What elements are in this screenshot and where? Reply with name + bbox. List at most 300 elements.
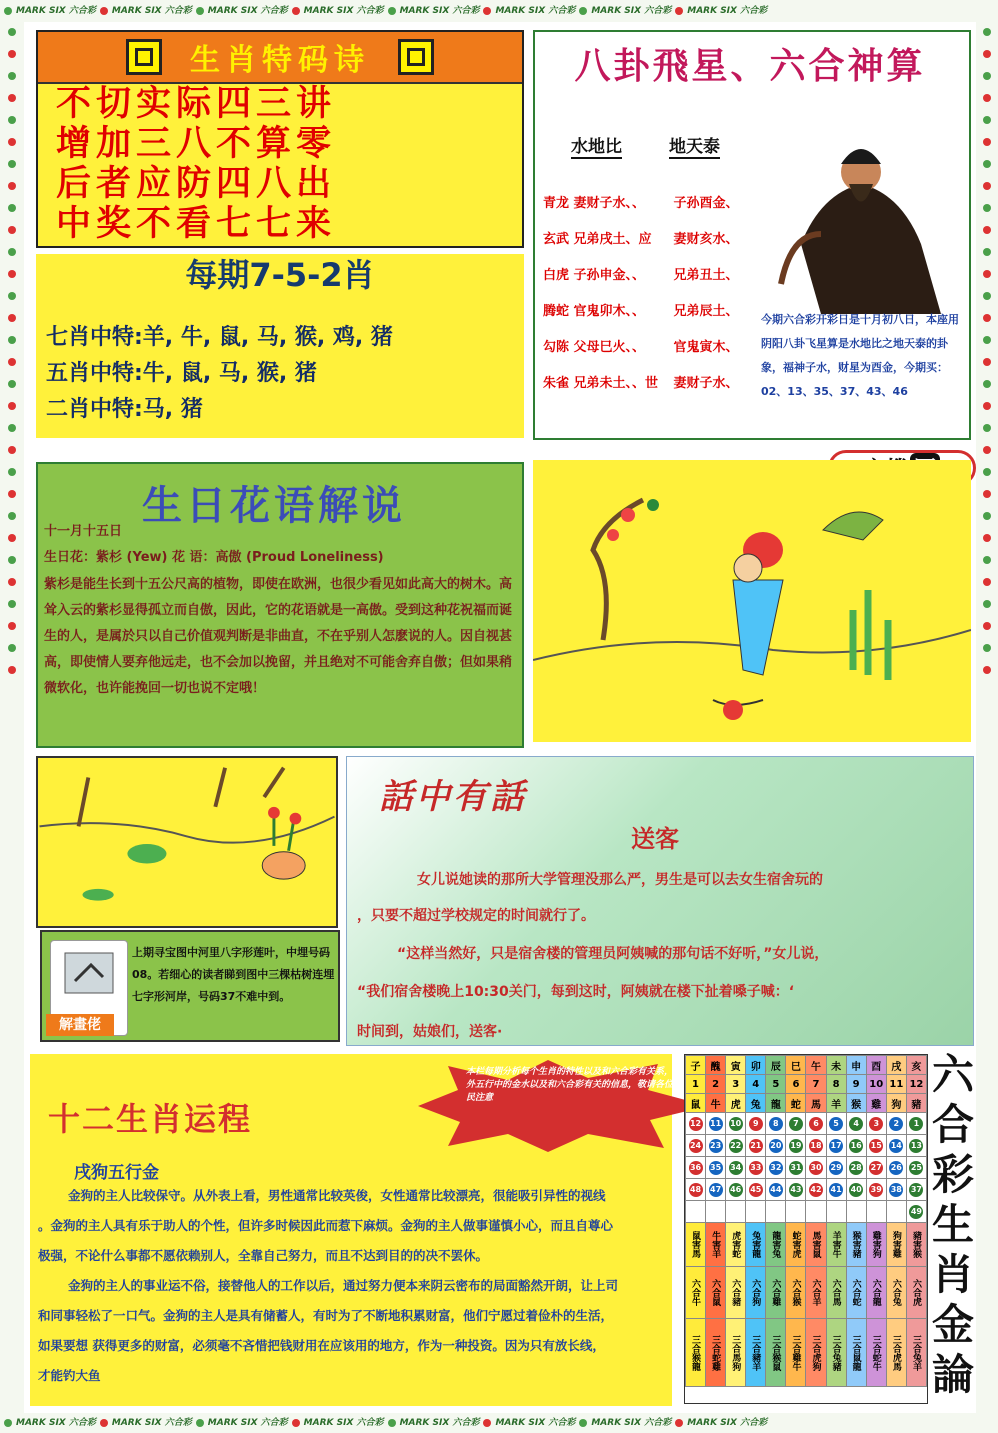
brand-cn: 六合彩 (452, 6, 480, 16)
line-a: 父母巳火、、 (573, 340, 646, 355)
title-char: 金 (931, 1300, 974, 1349)
table-cell (686, 1135, 706, 1157)
table-cell (886, 1135, 906, 1157)
brand-en: MARK SIX (207, 6, 258, 16)
table-cell (846, 1179, 866, 1201)
table-cell (806, 1157, 826, 1179)
story-title: 送客 (631, 825, 679, 853)
table-cell (866, 1135, 886, 1157)
table-cell (826, 1135, 846, 1157)
table-cell: 三合虎狗 (806, 1319, 826, 1387)
border-dot (983, 446, 991, 454)
table-cell (766, 1179, 786, 1201)
number-ball: 2 (889, 1117, 903, 1131)
number-ball: 46 (729, 1183, 743, 1197)
table-cell (746, 1201, 766, 1223)
flower-subtitle: 生日花：紫杉 (Yew) 花 语：高傲 (Proud Loneliness) (44, 550, 384, 565)
table-cell (906, 1201, 926, 1223)
table-cell (886, 1113, 906, 1135)
table-cell: 8 (826, 1075, 846, 1094)
table-cell (786, 1135, 806, 1157)
border-dot (983, 468, 991, 476)
panel-title: 八卦飛星、六合神算 (574, 45, 926, 87)
table-cell: 狗 (886, 1094, 906, 1113)
border-dot (8, 248, 16, 256)
border-dot (983, 50, 991, 58)
table-cell: 三合鼠龍 (846, 1319, 866, 1387)
brand-cn: 六合彩 (260, 6, 288, 16)
table-cell (706, 1201, 726, 1223)
number-ball: 1 (909, 1117, 923, 1131)
table-cell: 12 (906, 1075, 926, 1094)
hexagram-left: 水地比 (571, 132, 622, 159)
line-b: 妻财亥水、 (673, 232, 739, 247)
table-cell: 兔 (746, 1094, 766, 1113)
border-dot (983, 72, 991, 80)
brand-en: MARK SIX (303, 1418, 354, 1428)
pick-line: 五肖中特:牛, 鼠, 马, 猴, 猪 (46, 361, 317, 386)
border-dot (983, 270, 991, 278)
puzzle-text: 上期寻宝图中河里八字形莲叶，中埋号码08。若细心的读者睇到图中三棵枯树连埋七字形河岸，号码37不难中到。 (132, 946, 335, 1003)
table-cell: 三合雞牛 (786, 1319, 806, 1387)
line-b: 子孙酉金、 (673, 196, 739, 211)
number-ball: 19 (789, 1139, 803, 1153)
fortune-paragraph: 金狗的主人比较保守。从外表上看，男性通常比较英俊，女性通常比较漂亮，很能吸引异性的视线 (68, 1188, 606, 1203)
border-dot (8, 490, 16, 498)
border-dot (8, 468, 16, 476)
border-dot (983, 248, 991, 256)
poem-line: 后者应防四八出 (56, 163, 337, 204)
border-dot (8, 402, 16, 410)
number-ball: 29 (829, 1161, 843, 1175)
table-cell: 六合牛 (686, 1267, 706, 1319)
border-dot (983, 116, 991, 124)
story-paragraph: “我们宿舍楼晚上10:30关门，每到这时，阿姨就在楼下扯着嗓子喊：‘ (357, 984, 795, 1000)
line-a: 妻财子水、、 (573, 196, 646, 211)
border-pattern (0, 6, 767, 16)
table-cell (826, 1157, 846, 1179)
border-dot (983, 336, 991, 344)
number-ball: 17 (829, 1139, 843, 1153)
table-cell (866, 1113, 886, 1135)
brand-en: MARK SIX (303, 6, 354, 16)
number-ball: 38 (889, 1183, 903, 1197)
table-cell: 六合龍 (866, 1267, 886, 1319)
table-cell: 虎害蛇 (726, 1223, 746, 1267)
border-dot (8, 336, 16, 344)
brand-en: MARK SIX (399, 1418, 450, 1428)
poem-title: 生肖特码诗 (190, 43, 370, 78)
number-ball: 25 (909, 1161, 923, 1175)
brand-en: MARK SIX (399, 6, 450, 16)
number-ball: 18 (809, 1139, 823, 1153)
number-ball: 30 (809, 1161, 823, 1175)
table-cell (866, 1179, 886, 1201)
zodiac-fortune-panel (30, 1054, 683, 1406)
number-ball: 32 (769, 1161, 783, 1175)
table-cell (806, 1113, 826, 1135)
table-cell: 子 (686, 1056, 706, 1075)
number-ball: 43 (789, 1183, 803, 1197)
brand-en: MARK SIX (111, 1418, 162, 1428)
line-b: 兄弟辰土、 (673, 304, 739, 319)
number-ball: 27 (869, 1161, 883, 1175)
bagua-row (543, 300, 783, 319)
brand-en: MARK SIX (591, 1418, 642, 1428)
brand-cn: 六合彩 (740, 6, 768, 16)
god-label: 腾蛇 (543, 304, 570, 319)
table-cell: 六合虎 (906, 1267, 926, 1319)
table-cell: 兔害龍 (746, 1223, 766, 1267)
fortune-paragraph: 极强，不论什么事都不愿依赖别人，全靠自己努力，而且不达到目的的决不罢休。 (38, 1248, 489, 1263)
poem-header (38, 32, 522, 84)
fortune-paragraph: 才能钓大鱼 (38, 1368, 101, 1383)
number-ball: 6 (809, 1117, 823, 1131)
border-dot (983, 314, 991, 322)
title-char: 肖 (931, 1250, 974, 1299)
poem-line: 增加三八不算零 (56, 123, 337, 164)
border-dot (8, 622, 16, 630)
table-cell: 馬 (806, 1094, 826, 1113)
flower-date: 十一月十五日 (44, 524, 123, 539)
border-dot (8, 380, 16, 388)
border-dot (8, 424, 16, 432)
table-cell: 虎 (726, 1094, 746, 1113)
table-cell (746, 1113, 766, 1135)
table-cell (726, 1201, 746, 1223)
table-cell (846, 1157, 866, 1179)
panel-title: 話中有話 (379, 777, 527, 817)
table-cell: 龍害兔 (766, 1223, 786, 1267)
table-cell (726, 1113, 746, 1135)
frame-icon (126, 39, 162, 75)
brand-cn: 六合彩 (452, 1418, 480, 1428)
border-dot (8, 116, 16, 124)
fortune-subtitle: 戌狗五行金 (74, 1163, 159, 1183)
table-cell: 三合豬羊 (746, 1319, 766, 1387)
title-char: 六 (931, 1050, 974, 1099)
line-a: 官鬼卯木、、 (573, 304, 646, 319)
title-char: 彩 (931, 1150, 974, 1199)
pond-treasure-cartoon (36, 756, 338, 928)
border-dot (983, 182, 991, 190)
border-dot (8, 358, 16, 366)
number-ball: 26 (889, 1161, 903, 1175)
god-label: 勾陈 (543, 340, 570, 355)
table-cell: 三合兔羊 (906, 1319, 926, 1387)
table-cell: 蛇 (786, 1094, 806, 1113)
table-cell: 11 (886, 1075, 906, 1094)
panel-title: 十二生肖运程 (48, 1100, 253, 1138)
table-cell (686, 1179, 706, 1201)
table-cell (746, 1135, 766, 1157)
brand-cn: 六合彩 (356, 6, 384, 16)
table-cell (886, 1179, 906, 1201)
story-paragraph: ，只要不超过学校规定的时间就行了。 (357, 908, 595, 924)
brand-cn: 六合彩 (164, 6, 192, 16)
story-paragraph: “这样当然好，只是宿舍楼的管理员阿姨喊的那句话不好听，”女儿说， (397, 946, 829, 962)
fortune-paragraph: 如果要想 获得更多的财富，必须毫不吝惜把钱财用在应该用的地方，作为一种投资。因为只有放长线， (38, 1338, 605, 1353)
story-paragraph: 女儿说她读的那所大学管理没那么严，男生是可以去女生宿舍玩的 (417, 872, 823, 888)
table-cell (806, 1201, 826, 1223)
joke-panel (346, 756, 974, 1046)
border-dot (983, 204, 991, 212)
number-ball: 49 (909, 1205, 923, 1219)
story-paragraph: 时间到，姑娘们，送客· (357, 1024, 503, 1040)
border-dot (8, 292, 16, 300)
table-cell (826, 1113, 846, 1135)
line-b: 兄弟丑土、 (673, 268, 739, 283)
border-dot (8, 138, 16, 146)
table-cell: 3 (726, 1075, 746, 1094)
brand-en: MARK SIX (687, 1418, 737, 1428)
border-dot (983, 138, 991, 146)
table-cell (746, 1157, 766, 1179)
table-cell: 蛇害虎 (786, 1223, 806, 1267)
table-cell (706, 1113, 726, 1135)
puzzle-label: 解畫佬 (46, 1014, 114, 1036)
number-ball: 36 (689, 1161, 703, 1175)
table-cell: 猴 (846, 1094, 866, 1113)
flower-body: 紫杉是能生长到十五公尺高的植物，即使在欧洲，也很少看见如此高大的树木。高耸入云的紫杉显得孤立而自傲，因此，它的花语就是一高傲。受到这种花祝福而诞生的人，是属於只以自己价值观判断是非曲直，不在乎别人怎麽说的人。因自视甚高，即使情人要弃他远走，也不会加以挽留，并且绝对不可能舍弃自傲；但如果稍微软化，也许能挽回一切也说不定哦！ (44, 577, 513, 696)
panel-title: 每期7-5-2肖 (185, 256, 375, 290)
table-cell: 午 (806, 1056, 826, 1075)
brand-cn: 六合彩 (356, 1418, 384, 1428)
right-border (976, 22, 998, 1413)
table-cell (886, 1201, 906, 1223)
line-a: 兄弟戌土、应 (573, 232, 652, 247)
number-ball: 42 (809, 1183, 823, 1197)
number-ball: 12 (689, 1117, 703, 1131)
table-cell: 三合兔豬 (826, 1319, 846, 1387)
table-cell: 三合蛇雞 (706, 1319, 726, 1387)
table-cell (866, 1201, 886, 1223)
fortune-paragraph: 和同事轻松了一口气。金狗的主人是具有储蓄人，有时为了不断地积累财富，他们宁愿过着俭朴的生活， (38, 1308, 614, 1323)
number-ball: 44 (769, 1183, 783, 1197)
number-ball: 11 (709, 1117, 723, 1131)
number-ball: 45 (749, 1183, 763, 1197)
border-dot (983, 534, 991, 542)
table-cell: 戌 (886, 1056, 906, 1075)
table-cell: 牛 (706, 1094, 726, 1113)
brand-cn: 六合彩 (548, 6, 576, 16)
table-cell: 羊 (826, 1094, 846, 1113)
table-cell (906, 1113, 926, 1135)
table-cell: 六合猴 (786, 1267, 806, 1319)
brand-en: MARK SIX (687, 6, 737, 16)
table-cell (686, 1201, 706, 1223)
table-cell: 三合蛇牛 (866, 1319, 886, 1387)
border-dot (8, 28, 16, 36)
top-border (0, 0, 998, 22)
bagua-row (543, 372, 783, 391)
table-cell (866, 1157, 886, 1179)
table-cell: 六合羊 (806, 1267, 826, 1319)
table-cell: 六合蛇 (846, 1267, 866, 1319)
number-ball: 16 (849, 1139, 863, 1153)
border-dot (8, 512, 16, 520)
number-ball: 20 (769, 1139, 783, 1153)
table-cell (766, 1201, 786, 1223)
border-dot (983, 622, 991, 630)
border-dot (8, 556, 16, 564)
bottom-border (0, 1413, 998, 1433)
title-char: 論 (931, 1350, 974, 1399)
brand-en: MARK SIX (111, 6, 162, 16)
poem-line: 不切实际四三讲 (56, 83, 337, 124)
border-dot (8, 94, 16, 102)
table-cell (766, 1135, 786, 1157)
table-cell: 六合狗 (746, 1267, 766, 1319)
table-cell: 猴害豬 (846, 1223, 866, 1267)
border-dot (8, 160, 16, 168)
table-cell: 辰 (766, 1056, 786, 1075)
number-ball: 48 (689, 1183, 703, 1197)
table-cell (906, 1179, 926, 1201)
table-cell: 卯 (746, 1056, 766, 1075)
table-cell (786, 1179, 806, 1201)
border-dot (983, 666, 991, 674)
number-ball: 40 (849, 1183, 863, 1197)
god-label: 玄武 (543, 232, 570, 247)
table-cell: 1 (686, 1075, 706, 1094)
table-cell: 狗害雞 (886, 1223, 906, 1267)
number-ball: 8 (769, 1117, 783, 1131)
bagua-row (543, 228, 783, 247)
table-cell (726, 1179, 746, 1201)
vertical-title (930, 1050, 976, 1406)
table-cell (766, 1113, 786, 1135)
boy-and-bird-cartoon (533, 460, 971, 742)
number-ball: 3 (869, 1117, 883, 1131)
zodiac-poem-panel (36, 30, 524, 248)
border-dot (8, 314, 16, 322)
border-dot (8, 534, 16, 542)
number-ball: 23 (709, 1139, 723, 1153)
table-cell (786, 1201, 806, 1223)
table-cell: 申 (846, 1056, 866, 1075)
table-cell: 寅 (726, 1056, 746, 1075)
table-cell: 六合馬 (826, 1267, 846, 1319)
brand-cn: 六合彩 (548, 1418, 576, 1428)
brand-cn: 六合彩 (68, 1418, 96, 1428)
table-cell: 六合豬 (726, 1267, 746, 1319)
table-cell: 7 (806, 1075, 826, 1094)
table-cell: 馬害鼠 (806, 1223, 826, 1267)
table-cell: 羊害牛 (826, 1223, 846, 1267)
table-cell (886, 1157, 906, 1179)
border-dot (983, 644, 991, 652)
line-a: 子孙申金、、 (573, 268, 646, 283)
table-cell (826, 1201, 846, 1223)
table-cell: 龍 (766, 1094, 786, 1113)
table-cell: 三合猴鼠 (766, 1319, 786, 1387)
table-cell (686, 1157, 706, 1179)
table-cell (806, 1135, 826, 1157)
border-dot (983, 358, 991, 366)
border-dot (983, 160, 991, 168)
poem-line: 中奖不看七七来 (56, 203, 337, 244)
god-label: 青龙 (543, 196, 570, 211)
number-ball: 37 (909, 1183, 923, 1197)
table-cell: 酉 (866, 1056, 886, 1075)
table-cell (906, 1157, 926, 1179)
border-dot (8, 270, 16, 278)
table-cell (766, 1157, 786, 1179)
number-ball: 41 (829, 1183, 843, 1197)
left-border (0, 22, 24, 1413)
table-cell (726, 1157, 746, 1179)
table-cell: 9 (846, 1075, 866, 1094)
bagua-panel (533, 30, 971, 440)
table-cell (906, 1135, 926, 1157)
table-cell: 三合猴龍 (686, 1319, 706, 1387)
table-cell: 三合馬狗 (726, 1319, 746, 1387)
pick-line: 二肖中特:马, 猪 (46, 397, 203, 422)
panel-title: 生日花语解说 (142, 482, 406, 529)
number-ball: 34 (729, 1161, 743, 1175)
zodiac-number-table (684, 1054, 928, 1404)
table-cell (686, 1113, 706, 1135)
table-cell (826, 1179, 846, 1201)
title-char: 生 (931, 1200, 974, 1249)
number-ball: 4 (849, 1117, 863, 1131)
table-cell: 亥 (906, 1056, 926, 1075)
border-dot (983, 578, 991, 586)
table-cell: 巳 (786, 1056, 806, 1075)
border-dot (8, 182, 16, 190)
number-ball: 15 (869, 1139, 883, 1153)
border-dot (983, 94, 991, 102)
table-cell: 六合雞 (766, 1267, 786, 1319)
border-dot (8, 578, 16, 586)
table-cell: 2 (706, 1075, 726, 1094)
number-ball: 13 (909, 1139, 923, 1153)
border-dot (983, 402, 991, 410)
brand-cn: 六合彩 (68, 6, 96, 16)
hexagram-right: 地天泰 (669, 132, 720, 159)
border-dot (8, 50, 16, 58)
number-ball: 28 (849, 1161, 863, 1175)
number-ball: 33 (749, 1161, 763, 1175)
table-cell: 鼠害馬 (686, 1223, 706, 1267)
border-dot (8, 446, 16, 454)
border-dot (983, 512, 991, 520)
brand-en: MARK SIX (16, 6, 66, 16)
brand-en: MARK SIX (207, 1418, 258, 1428)
table-cell (706, 1135, 726, 1157)
brand-en: MARK SIX (591, 6, 642, 16)
table-cell: 雞 (866, 1094, 886, 1113)
bagua-row (543, 264, 783, 283)
border-dot (8, 600, 16, 608)
table-cell: 六合兔 (886, 1267, 906, 1319)
table-cell: 4 (746, 1075, 766, 1094)
birthday-flower-panel (36, 462, 524, 748)
number-ball: 24 (689, 1139, 703, 1153)
frame-icon (398, 39, 434, 75)
table-cell: 鼠 (686, 1094, 706, 1113)
puzzle-answer-panel (40, 930, 340, 1042)
table-cell (846, 1135, 866, 1157)
god-label: 白虎 (543, 268, 570, 283)
border-dot (8, 666, 16, 674)
brand-cn: 六合彩 (644, 1418, 672, 1428)
border-dot (8, 204, 16, 212)
table-cell (726, 1135, 746, 1157)
number-ball: 35 (709, 1161, 723, 1175)
table-cell (786, 1113, 806, 1135)
